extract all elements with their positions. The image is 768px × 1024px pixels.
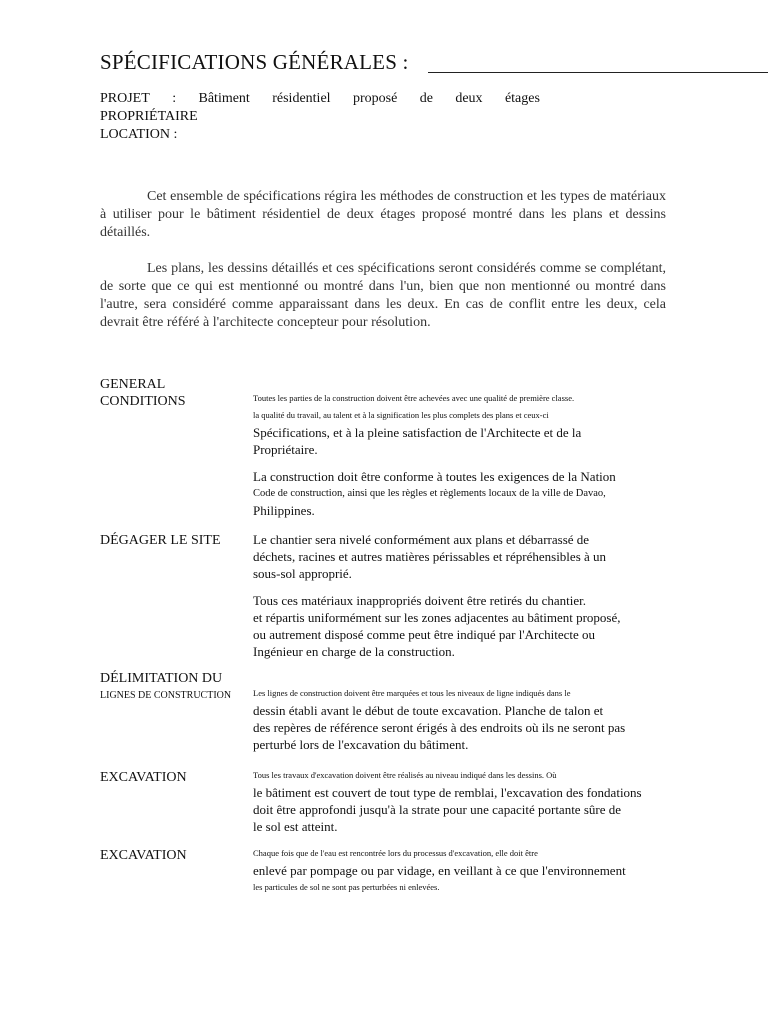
- section-label-excavation-2: [100, 847, 187, 864]
- section-label-line: EXCAVATION: [100, 770, 187, 785]
- body-line: Chaque fois que de l'eau est rencontrée lors du processus d'excavation, elle doit être: [253, 848, 538, 858]
- project-word: deux: [455, 91, 483, 106]
- body-line: Les lignes de construction doivent être marquées et tous les niveaux de ligne indiqués dans le: [253, 688, 571, 698]
- body-line: la qualité du travail, au talent et à la signification les plus complets des plans et ceux-ci: [253, 410, 549, 420]
- section-body-excavation: [253, 767, 685, 835]
- section-body-excavation-2: [253, 845, 685, 896]
- intro-paragraph-2: [100, 260, 666, 332]
- intro-paragraph-1: [100, 188, 666, 242]
- page-title: SPÉCIFICATIONS GÉNÉRALES :: [100, 50, 409, 74]
- section-label-excavation: [100, 769, 187, 786]
- section-label-line: EXCAVATION: [100, 848, 187, 863]
- body-line: enlevé par pompage ou par vidage, en veillant à ce que l'environnement: [253, 863, 626, 878]
- project-label: PROJET: [100, 91, 150, 106]
- body-line: Toutes les parties de la construction doivent être achevées avec une qualité de première classe.: [253, 393, 575, 403]
- body-line: La construction doit être conforme à toutes les exigences de la Nation: [253, 469, 616, 484]
- section-label-line: DÉLIMITATION DU: [100, 671, 223, 686]
- body-line: Tous ces matériaux inappropriés doivent être retirés du chantier.: [253, 593, 586, 608]
- intro-text-1: Cet ensemble de spécifications régira les méthodes de construction et les types de matériaux à utiliser pour le bâtiment résidentiel de deux étages proposé montré dans les plans et dessins détaillés.: [100, 189, 666, 240]
- location-label: LOCATION :: [100, 127, 178, 142]
- section-body-site: [253, 531, 685, 660]
- body-line: les particules de sol ne sont pas perturbées ni enlevées.: [253, 882, 440, 892]
- body-line: et répartis uniformément sur les zones adjacentes au bâtiment proposé,: [253, 610, 621, 625]
- section-label-line: DÉGAGER LE SITE: [100, 533, 221, 548]
- body-line: Code de construction, ainsi que les règles et règlements locaux de la ville de Davao,: [253, 488, 606, 499]
- section-label-delimitation: [100, 670, 231, 704]
- section-label-site: [100, 532, 221, 549]
- title-underline: [428, 72, 768, 73]
- project-word: proposé: [352, 91, 398, 106]
- body-line: des repères de référence seront érigés à des endroits où ils ne seront pas: [253, 720, 626, 735]
- project-word: résidentiel: [272, 91, 331, 106]
- body-line: Le chantier sera nivelé conformément aux plans et débarrassé de: [253, 532, 590, 547]
- body-line: Propriétaire.: [253, 442, 318, 457]
- section-label-line: CONDITIONS: [100, 394, 186, 409]
- body-line: doit être approfondi jusqu'à la strate pour une capacité portante sûre de: [253, 802, 622, 817]
- owner-label: PROPRIÉTAIRE: [100, 109, 198, 124]
- body-line: déchets, racines et autres matières périssables et répréhensibles à un: [253, 549, 607, 564]
- project-word: Bâtiment: [198, 91, 250, 106]
- body-line: Spécifications, et à la pleine satisfaction de l'Architecte et de la: [253, 425, 582, 440]
- section-label-general: [100, 376, 186, 410]
- body-line: dessin établi avant le début de toute excavation. Planche de talon et: [253, 703, 604, 718]
- body-line: ou autrement disposé comme peut être indiqué par l'Architecte ou: [253, 627, 596, 642]
- project-colon: :: [172, 91, 177, 106]
- section-body-delimitation: [253, 685, 685, 753]
- body-line: perturbé lors de l'excavation du bâtiment.: [253, 737, 469, 752]
- section-body-general: [253, 390, 685, 519]
- body-line: Tous les travaux d'excavation doivent être réalisés au niveau indiqué dans les dessins. Où: [253, 770, 557, 780]
- body-line: Ingénieur en charge de la construction.: [253, 644, 455, 659]
- section-label-line: GENERAL: [100, 377, 166, 392]
- body-line: le bâtiment est couvert de tout type de remblai, l'excavation des fondations: [253, 785, 642, 800]
- project-word: étages: [504, 91, 540, 106]
- section-label-line: LIGNES DE CONSTRUCTION: [100, 690, 232, 701]
- project-word: de: [419, 91, 433, 106]
- intro-text-2: Les plans, les dessins détaillés et ces spécifications seront considérés comme se complétant, de sorte que ce qui est mentionné ou montré dans l'un, bien que non mentionné ou montré dans l'autre, sera considéré comme apparaissant dans les deux. En cas de conflit entre les deux, cela devrait être référé à l'architecte concepteur pour résolution.: [100, 261, 666, 330]
- body-line: sous-sol approprié.: [253, 566, 352, 581]
- project-line: [100, 90, 540, 108]
- project-info: [100, 90, 540, 144]
- body-line: Philippines.: [253, 503, 315, 518]
- body-line: le sol est atteint.: [253, 819, 338, 834]
